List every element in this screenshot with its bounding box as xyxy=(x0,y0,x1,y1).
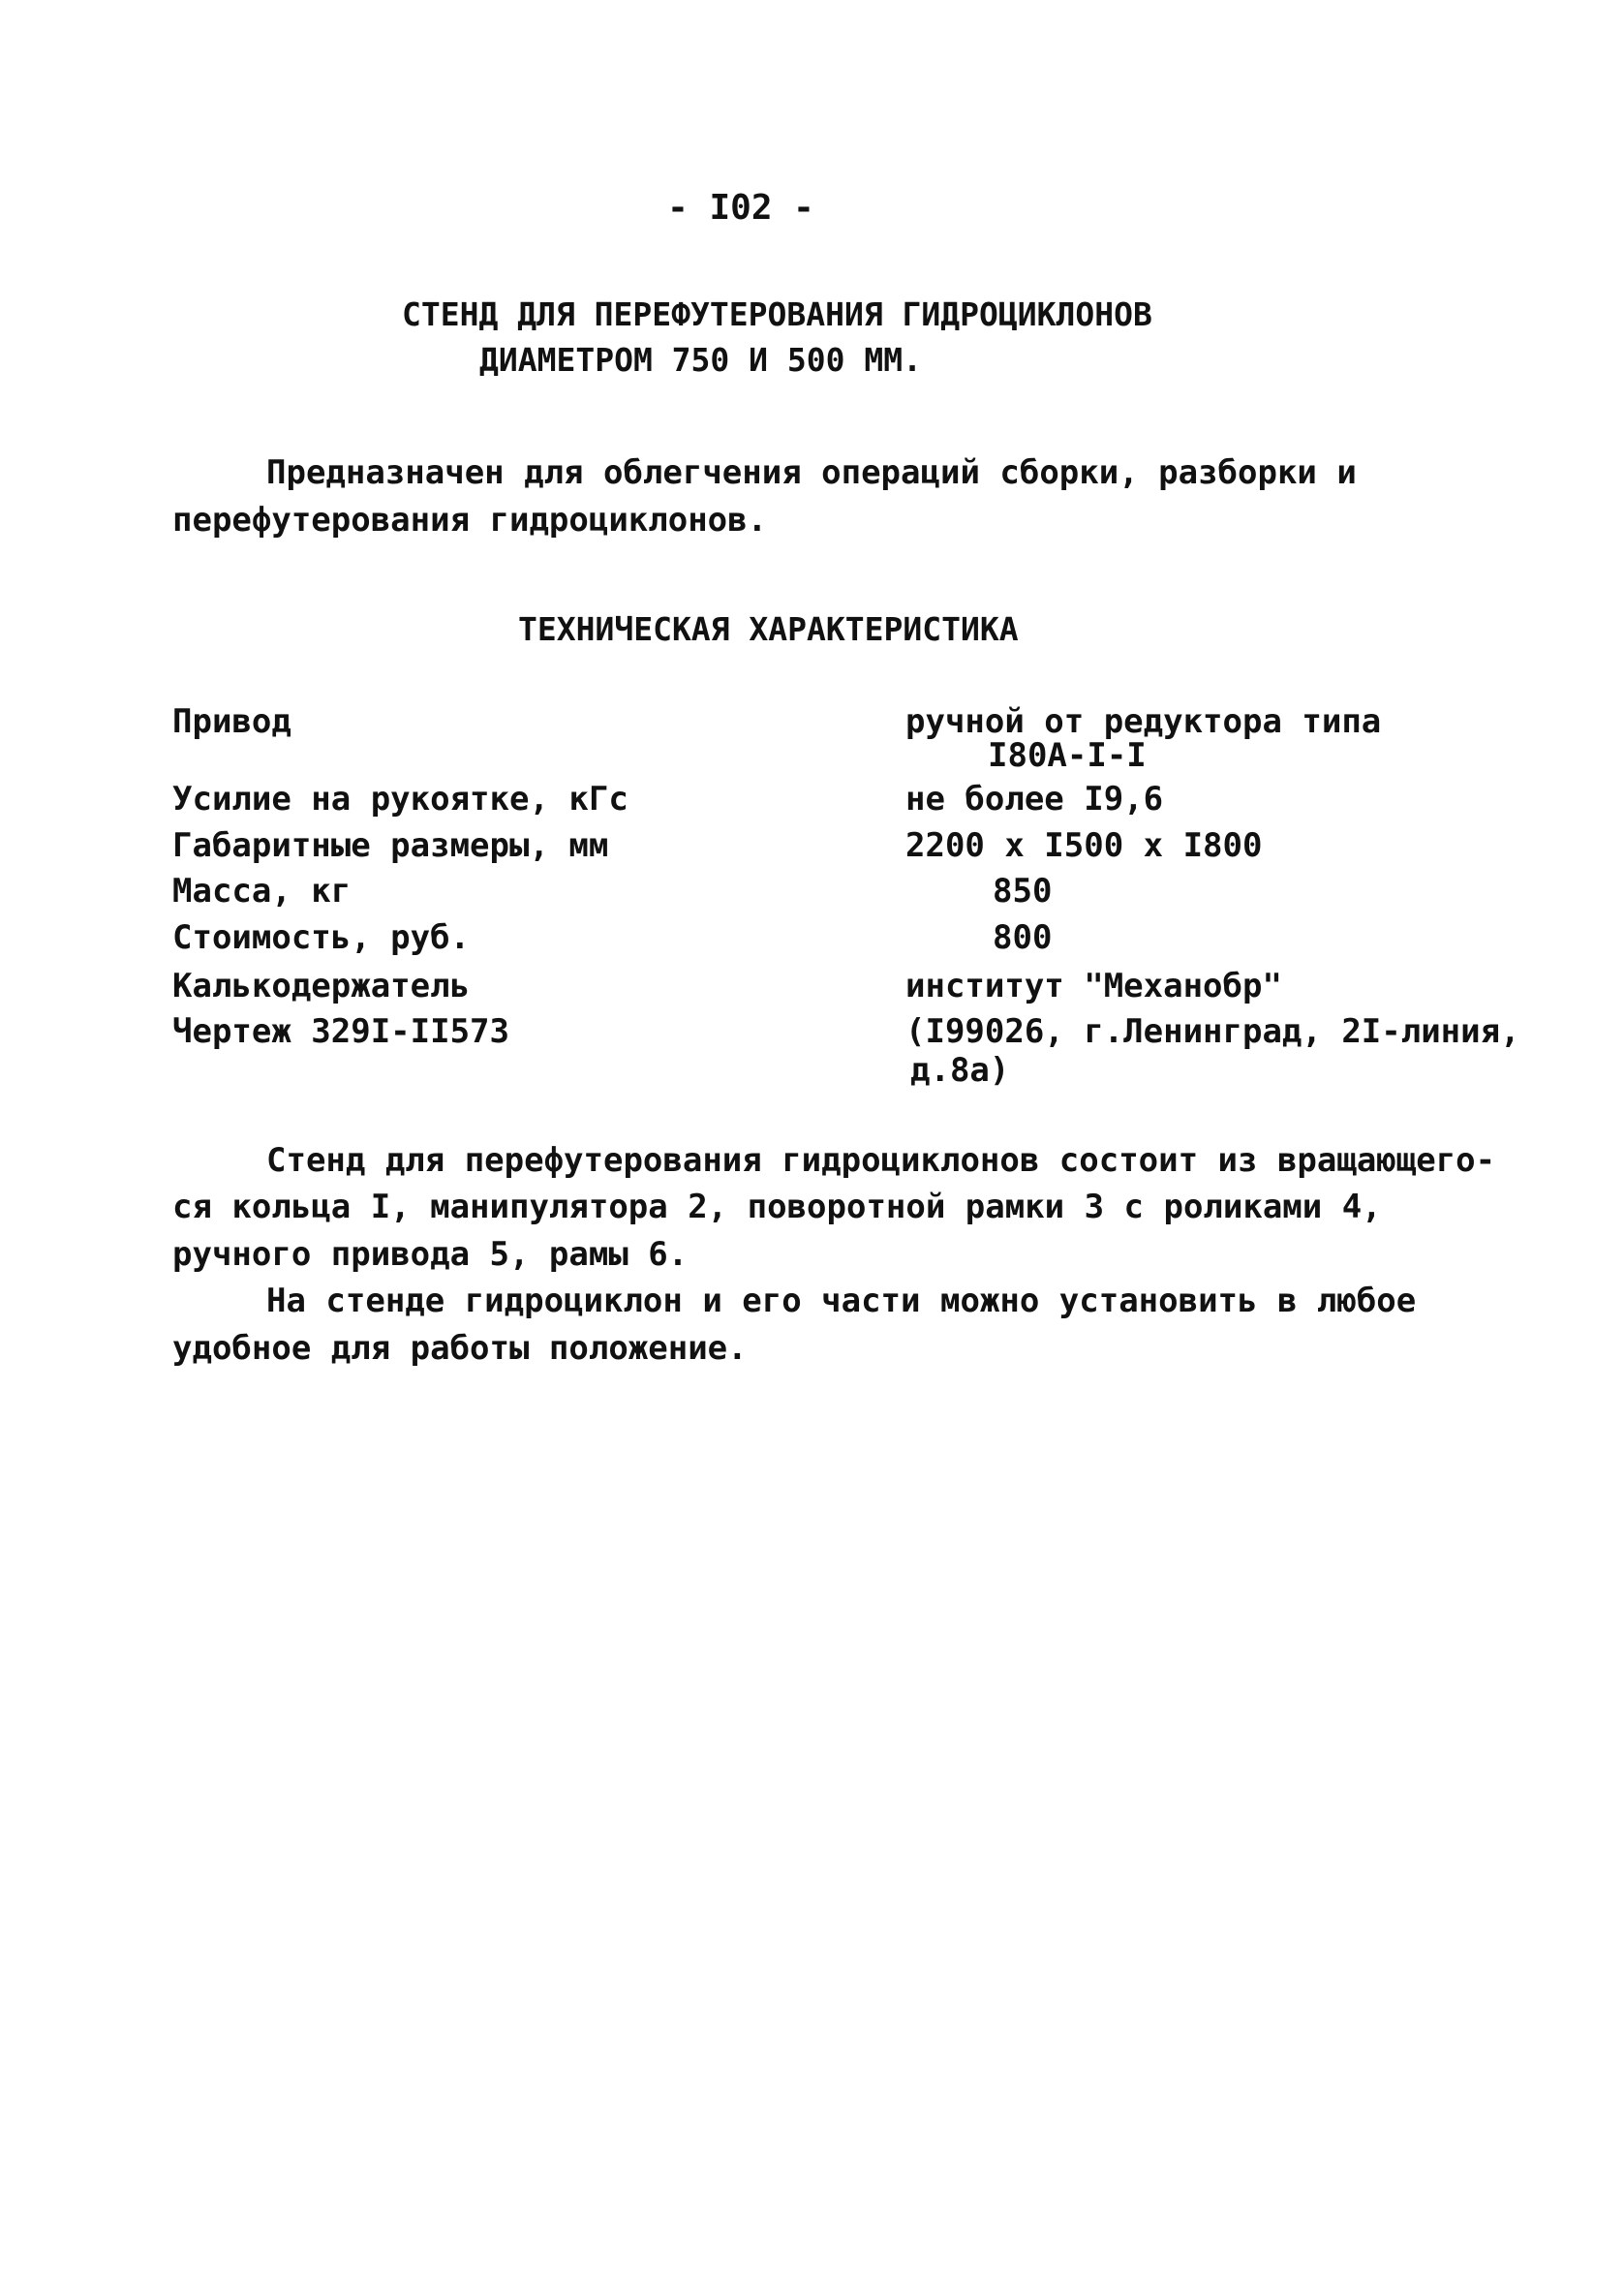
spec-value-address: (I99026, г.Ленинград, 2I-линия, xyxy=(905,1012,1520,1051)
spec-label-force: Усилие на рукоятке, кГс xyxy=(172,780,628,819)
spec-label-cost: Стоимость, руб. xyxy=(172,918,471,957)
document-title-line-2: ДИАМЕТРОМ 750 И 500 ММ. xyxy=(479,341,922,379)
spec-value-drive-cont: I80А-I-I xyxy=(988,736,1147,775)
description-line-5: удобное для работы положение. xyxy=(172,1329,748,1368)
description-line-2: ся кольца I, манипулятора 2, поворотной рамки 3 с роликами 4, xyxy=(172,1188,1382,1226)
description-line-4: На стенде гидроциклон и его части можно установить в любое xyxy=(266,1282,1417,1320)
spec-label-mass: Масса, кг xyxy=(172,872,352,911)
spec-value-cost: 800 xyxy=(993,918,1053,957)
spec-label-holder: Калькодержатель xyxy=(172,967,471,1005)
spec-value-force: не более I9,6 xyxy=(905,780,1164,819)
description-line-3: ручного привода 5, рамы 6. xyxy=(172,1235,689,1274)
spec-label-dimensions: Габаритные размеры, мм xyxy=(172,826,609,865)
spec-value-drive: ручной от редуктора типа xyxy=(905,702,1382,741)
section-title: ТЕХНИЧЕСКАЯ ХАРАКТЕРИСТИКА xyxy=(518,610,1019,648)
spec-label-drive: Привод xyxy=(172,702,291,741)
document-title-line-1: СТЕНД ДЛЯ ПЕРЕФУТЕРОВАНИЯ ГИДРОЦИКЛОНОВ xyxy=(402,295,1152,333)
page-number: - I02 - xyxy=(667,188,814,228)
spec-value-holder: институт "Механобр" xyxy=(905,967,1282,1005)
spec-label-drawing: Чертеж 329I-II573 xyxy=(172,1012,509,1051)
purpose-paragraph-line-2: перефутерования гидроциклонов. xyxy=(172,501,768,540)
spec-value-dimensions: 2200 х I500 х I800 xyxy=(905,826,1263,865)
description-line-1: Стенд для перефутерования гидроциклонов состоит из вращающего- xyxy=(266,1141,1496,1180)
spec-value-address-cont: д.8а) xyxy=(910,1051,1010,1090)
spec-value-mass: 850 xyxy=(993,872,1053,911)
purpose-paragraph-line-1: Предназначен для облегчения операций сборки, разборки и xyxy=(266,453,1357,492)
